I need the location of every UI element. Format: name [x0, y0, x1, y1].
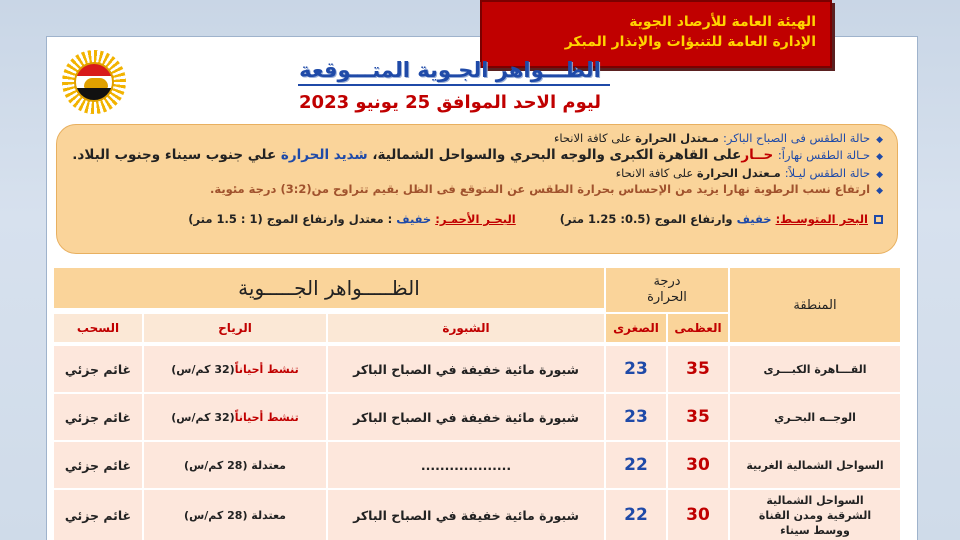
clouds-cell: غائم جزئي — [54, 346, 142, 392]
region-cell: السواحل الشمالية الشرقية ومدن القناة ووسط سيناء — [730, 490, 900, 540]
agency-logo — [62, 50, 126, 114]
header-fog: الشبورة — [328, 314, 604, 342]
summary-humidity: ◆ارتفاع نسب الرطوبة نهارا يزيد من الإحساس بحرارة الطقس عن المتوقع فى الظل بقيم تتراوح من(3:2) درجة مئوية. — [209, 182, 883, 196]
page-title: الظـــواهر الجـوية المتـــوقعة — [299, 58, 601, 82]
header-wind: الرياح — [144, 314, 326, 342]
wind-cell: تنشط أحياناً (32 كم/س) — [144, 346, 326, 392]
summary-morning: ◆حالة الطقس فى الصباح الباكر: مـعتدل الحرارة على كافة الانحاء — [553, 131, 883, 145]
fog-cell: شبورة مائية خفيفة في الصباح الباكر — [328, 394, 604, 440]
temp-min-cell: 22 — [606, 442, 666, 488]
checkbox-icon — [874, 215, 883, 224]
summary-day: ◆حـالة الطقس نهاراً: حــارعلى القاهرة الكبرى والوجه البحري والسواحل الشمالية، شديد الحرارة علي جنوب سيناء وجنوب البلاد. — [72, 147, 883, 163]
agency-department: الإدارة العامة للتنبؤات والإنذار المبكر — [564, 34, 816, 50]
region-cell: القـــاهرة الكبـــرى — [730, 346, 900, 392]
fog-cell: شبورة مائية خفيفة في الصباح الباكر — [328, 490, 604, 540]
clouds-cell: غائم جزئي — [54, 442, 142, 488]
agency-name: الهيئة العامة للأرصاد الجوية — [629, 14, 816, 30]
temp-min-cell: 23 — [606, 394, 666, 440]
emblem-icon — [74, 62, 114, 102]
header-temperature: درجة الحرارة — [606, 268, 728, 312]
wind-cell: معتدلة (28 كم/س) — [144, 490, 326, 540]
summary-sea: البحر المتوسـط: خفيف وارتفاع الموج (0.5: 1.25 متر) البحـر الأحمـر: خفيف : معتدل وارتفاع الموج (1 : 1.5 متر) — [69, 212, 883, 226]
temp-max-cell: 35 — [668, 394, 728, 440]
header-phenomena: الظـــــواهر الجـــــوية — [54, 268, 604, 308]
region-cell: السواحل الشمالية الغربية — [730, 442, 900, 488]
header-min: الصغرى — [606, 314, 666, 342]
summary-night: ◆حالة الطقس ليـلاً: مـعتدل الحرارة على كافة الانحاء — [615, 166, 883, 180]
temp-min-cell: 22 — [606, 490, 666, 540]
wind-cell: تنشط أحياناً (32 كم/س) — [144, 394, 326, 440]
header-region: المنطقة — [730, 268, 900, 342]
region-cell: الوجــه البحـري — [730, 394, 900, 440]
forecast-table — [54, 268, 900, 540]
forecast-date: ليوم الاحد الموافق 25 يونيو 2023 — [299, 92, 601, 113]
temp-max-cell: 35 — [668, 346, 728, 392]
fog-cell: ................... — [328, 442, 604, 488]
header-clouds: السحب — [54, 314, 142, 342]
clouds-cell: غائم جزئي — [54, 490, 142, 540]
temp-max-cell: 30 — [668, 442, 728, 488]
weather-summary — [56, 124, 898, 254]
wind-cell: معتدلة (28 كم/س) — [144, 442, 326, 488]
header-max: العظمى — [668, 314, 728, 342]
temp-min-cell: 23 — [606, 346, 666, 392]
title-underline — [298, 84, 610, 86]
clouds-cell: غائم جزئي — [54, 394, 142, 440]
fog-cell: شبورة مائية خفيفة في الصباح الباكر — [328, 346, 604, 392]
temp-max-cell: 30 — [668, 490, 728, 540]
